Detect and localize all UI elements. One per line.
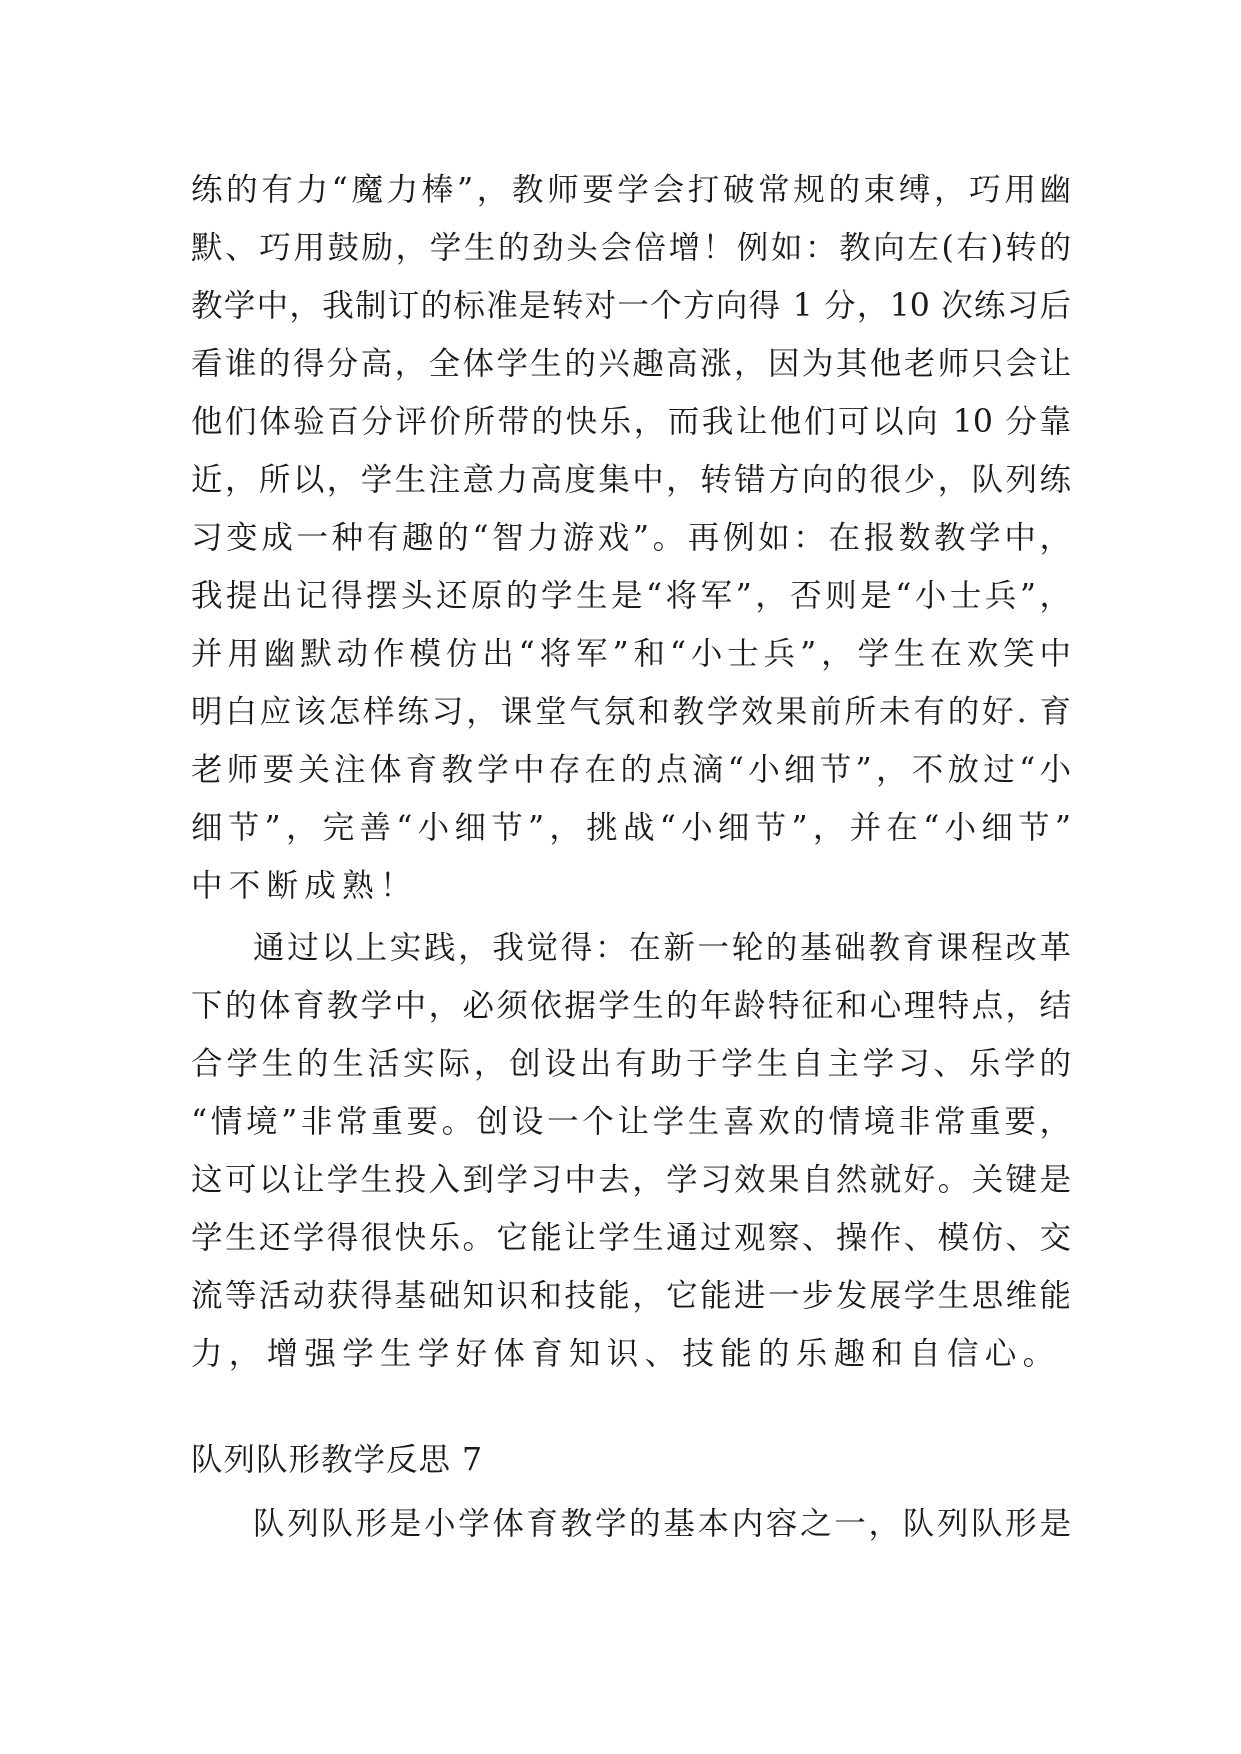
paragraph-line: “情境”非常重要。创设一个让学生喜欢的情境非常重要，: [191, 1104, 1071, 1140]
paragraph-line: 力，增强学生学好体育知识、技能的乐趣和自信心。: [191, 1336, 1061, 1372]
paragraph-line: 看谁的得分高，全体学生的兴趣高涨，因为其他老师只会让: [191, 346, 1071, 382]
paragraph-line: 通过以上实践，我觉得：在新一轮的基础教育课程改革: [253, 930, 1071, 966]
paragraph-line: 流等活动获得基础知识和技能，它能进一步发展学生思维能: [191, 1278, 1071, 1314]
paragraph-line: 队列队形是小学体育教学的基本内容之一，队列队形是: [253, 1506, 1071, 1542]
paragraph-line: 细节”，完善“小细节”，挑战“小细节”，并在“小细节”: [191, 810, 1071, 846]
paragraph-line: 近，所以，学生注意力高度集中，转错方向的很少，队列练: [191, 462, 1071, 498]
paragraph-line: 练的有力“魔力棒”，教师要学会打破常规的束缚，巧用幽: [191, 172, 1071, 208]
paragraph-line: 我提出记得摆头还原的学生是“将军”，否则是“小士兵”，: [191, 578, 1071, 614]
paragraph-line: 老师要关注体育教学中存在的点滴“小细节”，不放过“小: [191, 752, 1071, 788]
paragraph-line: 这可以让学生投入到学习中去，学习效果自然就好。关键是: [191, 1162, 1071, 1198]
paragraph-line: 默、巧用鼓励，学生的劲头会倍增！例如：教向左(右)转的: [191, 230, 1071, 266]
paragraph-line: 教学中，我制订的标准是转对一个方向得 1 分，10 次练习后: [191, 288, 1071, 324]
paragraph-line: 明白应该怎样练习，课堂气氛和教学效果前所未有的好. 育: [191, 694, 1071, 730]
paragraph-line: 中不断成熟！: [191, 868, 418, 904]
paragraph-line: 合学生的生活实际，创设出有助于学生自主学习、乐学的: [191, 1046, 1071, 1082]
section-heading: 队列队形教学反思 7: [191, 1442, 484, 1478]
paragraph-line: 习变成一种有趣的“智力游戏”。再例如：在报数教学中，: [191, 520, 1071, 556]
paragraph-line: 他们体验百分评价所带的快乐，而我让他们可以向 10 分靠: [191, 404, 1071, 440]
paragraph-line: 学生还学得很快乐。它能让学生通过观察、操作、模仿、交: [191, 1220, 1071, 1256]
paragraph-line: 下的体育教学中，必须依据学生的年龄特征和心理特点，结: [191, 988, 1071, 1024]
paragraph-line: 并用幽默动作模仿出“将军”和“小士兵”，学生在欢笑中: [191, 636, 1071, 672]
